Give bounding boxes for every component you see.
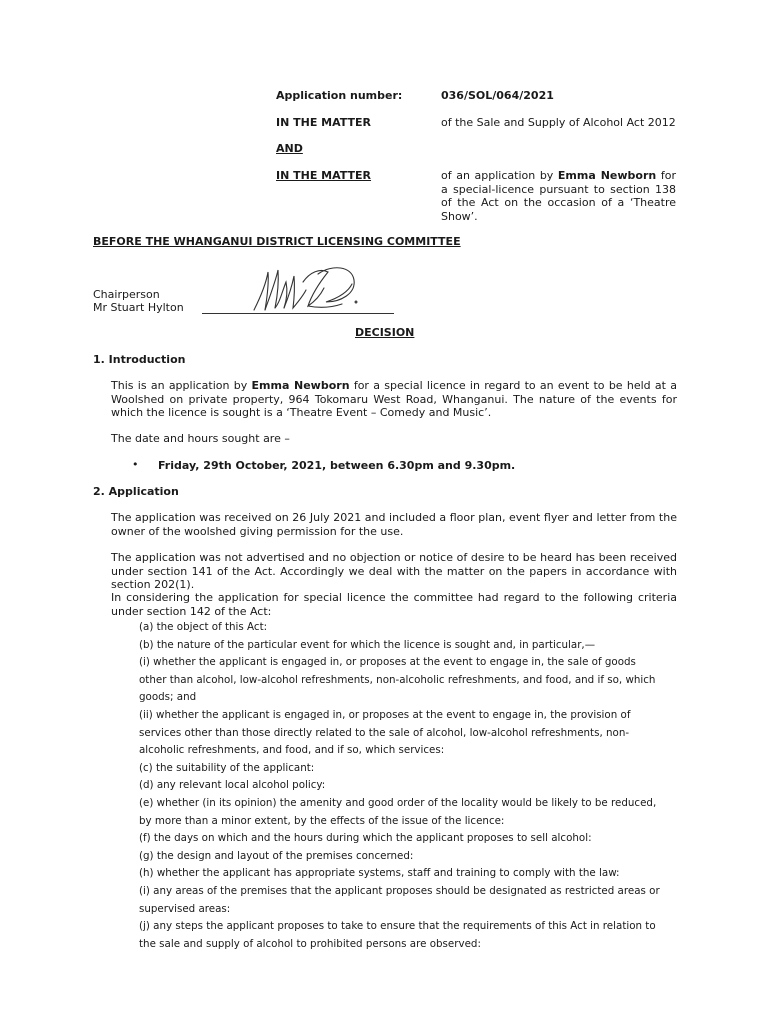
criteria-line: (d) any relevant local alcohol policy:: [139, 779, 326, 792]
application-number-label: Application number:: [276, 89, 403, 102]
criteria-line: (f) the days on which and the hours during which the applicant proposes to sell alcohol:: [139, 832, 592, 845]
committee-heading: BEFORE THE WHANGANUI DISTRICT LICENSING COMMITTEE: [93, 235, 461, 248]
criteria-line: (h) whether the applicant has appropriate systems, staff and training to comply with the law:: [139, 867, 620, 880]
signature-image: [248, 262, 368, 318]
chairperson-name: Mr Stuart Hylton: [93, 301, 184, 314]
matter2-label: IN THE MATTER: [276, 169, 372, 182]
introduction-paragraph: This is an application by Emma Newborn for a special licence in regard to an event to be held at a Woolshed on private property, 964 Tokomaru West Road, Whanganui. The nature of the events for which the licence is sought is a ‘Theatre Event – Comedy and Music’.: [111, 379, 677, 419]
criteria-line: (j) any steps the applicant proposes to take to ensure that the requirements of this Act in relation to: [139, 920, 656, 933]
criteria-line: (i) any areas of the premises that the applicant proposes should be designated as restricted areas or: [139, 884, 660, 897]
criteria-line: (e) whether (in its opinion) the amenity and good order of the locality would be likely to be reduced,: [139, 796, 657, 809]
criteria-line: (i) whether the applicant is engaged in, or proposes at the event to engage in, the sale of goods: [139, 656, 636, 669]
criteria-list: [139, 619, 699, 953]
application-paragraph-1: The application was received on 26 July 2021 and included a floor plan, event flyer and letter from the owner of the woolshed giving permission for the use.: [111, 511, 677, 538]
signature-line: [202, 313, 394, 314]
criteria-line: supervised areas:: [139, 902, 231, 915]
event-date-item: Friday, 29th October, 2021, between 6.30pm and 9.30pm.: [158, 459, 516, 472]
criteria-line: the sale and supply of alcohol to prohibited persons are observed:: [139, 937, 481, 950]
criteria-line: (a) the object of this Act:: [139, 621, 268, 633]
criteria-line: alcoholic refreshments, and food, and if so, which services:: [139, 744, 445, 757]
matter1-text: of the Sale and Supply of Alcohol Act 2012: [441, 116, 676, 129]
chairperson-role: Chairperson: [93, 288, 160, 301]
section-introduction-heading: 1. Introduction: [93, 353, 186, 366]
and-label: AND: [276, 142, 303, 155]
section-application-heading: 2. Application: [93, 485, 179, 498]
decision-title: DECISION: [355, 326, 415, 339]
bullet-marker: •: [132, 458, 139, 471]
matter2-text: of an application by Emma Newborn for a special-licence pursuant to section 138 of the Act on the occasion of a ‘Theatre Show’.: [441, 169, 676, 223]
criteria-line: other than alcohol, low-alcohol refreshments, non-alcoholic refreshments, and food, and if so, which: [139, 673, 656, 686]
application-number-value: 036/SOL/064/2021: [441, 89, 554, 102]
criteria-line: goods; and: [139, 691, 197, 704]
matter1-label: IN THE MATTER: [276, 116, 372, 129]
criteria-line: (c) the suitability of the applicant:: [139, 761, 315, 774]
criteria-line: services other than those directly related to the sale of alcohol, low-alcohol refreshments, non-: [139, 726, 630, 739]
application-paragraph-2: The application was not advertised and no objection or notice of desire to be heard has been received under section 141 of the Act. Accordingly we deal with the matter on the papers in accordance with section 202(1).: [111, 551, 677, 591]
criteria-line: by more than a minor extent, by the effects of the issue of the licence:: [139, 814, 505, 827]
criteria-line: (ii) whether the applicant is engaged in, or proposes at the event to engage in, the provision of: [139, 708, 631, 721]
hours-intro-paragraph: The date and hours sought are –: [111, 432, 290, 445]
criteria-line: (b) the nature of the particular event for which the licence is sought and, in particular,—: [139, 638, 596, 651]
criteria-line: (g) the design and layout of the premises concerned:: [139, 849, 414, 862]
application-paragraph-3: In considering the application for special licence the committee had regard to the following criteria under section 142 of the Act:: [111, 591, 677, 618]
